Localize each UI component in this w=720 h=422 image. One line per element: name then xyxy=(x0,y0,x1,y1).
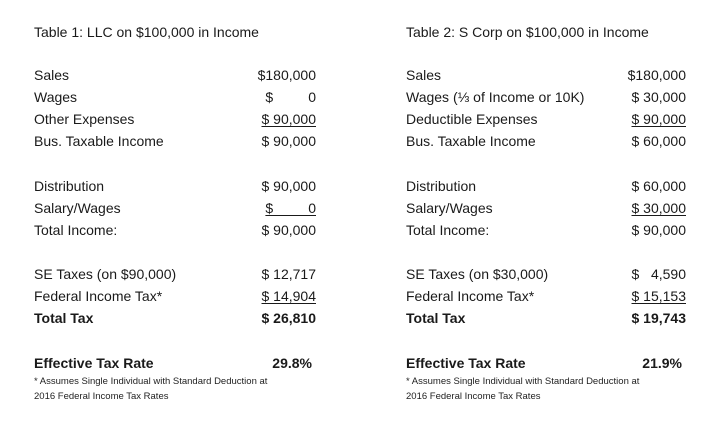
row-value: $ 15,153 xyxy=(631,288,686,304)
table-row-total-tax xyxy=(406,307,698,329)
table-row-wages xyxy=(406,86,698,108)
footnote xyxy=(34,374,267,404)
footnote-line: * Assumes Single Individual with Standard Deduction at xyxy=(34,376,268,387)
footnote-line: 2016 Federal Income Tax Rates xyxy=(34,391,169,402)
footnote-line: 2016 Federal Income Tax Rates xyxy=(406,391,541,402)
table-row-federal-income-tax xyxy=(406,285,698,307)
table-row-distribution xyxy=(34,175,324,197)
table-row-se-taxes xyxy=(34,263,324,285)
row-label: Salary/Wages xyxy=(406,200,493,216)
footnote xyxy=(406,374,639,404)
row-value: $ 12,717 xyxy=(261,266,316,282)
row-label: Bus. Taxable Income xyxy=(34,133,164,149)
row-value: $ 90,000 xyxy=(261,111,316,127)
row-label: Total Income: xyxy=(406,222,490,238)
row-label: Deductible Expenses xyxy=(406,111,538,127)
table-row-sales xyxy=(406,64,698,86)
effective-tax-rate-label: Effective Tax Rate xyxy=(34,355,154,371)
row-label: SE Taxes (on $30,000) xyxy=(406,266,549,282)
row-value: $ 4,590 xyxy=(631,266,686,282)
row-value: $ 19,743 xyxy=(631,310,686,326)
row-label: Total Tax xyxy=(406,310,466,326)
table-row-distribution xyxy=(406,175,698,197)
row-value: $ 30,000 xyxy=(631,89,686,105)
row-value: $ 90,000 xyxy=(261,178,316,194)
effective-tax-rate-value: 29.8% xyxy=(272,355,312,371)
row-value: $ 90,000 xyxy=(261,133,316,149)
table-row-total-income xyxy=(406,219,698,241)
row-value: $ 26,810 xyxy=(261,310,316,326)
row-label: Wages xyxy=(34,89,78,105)
table-row-wages xyxy=(34,86,324,108)
effective-tax-rate-label: Effective Tax Rate xyxy=(406,355,526,371)
row-label: SE Taxes (on $90,000) xyxy=(34,266,177,282)
table-title: Table 1: LLC on $100,000 in Income xyxy=(34,24,259,40)
row-label: Total Income: xyxy=(34,222,118,238)
row-label: Other Expenses xyxy=(34,111,135,127)
row-label: Distribution xyxy=(34,178,105,194)
table-title: Table 2: S Corp on $100,000 in Income xyxy=(406,24,649,40)
table-row-salary-wages xyxy=(34,197,324,219)
row-label: Sales xyxy=(406,67,442,83)
row-label: Federal Income Tax* xyxy=(406,288,535,304)
row-value: $180,000 xyxy=(627,67,686,83)
row-label: Sales xyxy=(34,67,70,83)
table-row-se-taxes xyxy=(406,263,698,285)
table-row-salary-wages xyxy=(406,197,698,219)
row-value: $ 90,000 xyxy=(631,111,686,127)
table-row-federal-income-tax xyxy=(34,285,324,307)
row-value: $ 30,000 xyxy=(631,200,686,216)
table-row-total-tax xyxy=(34,307,324,329)
effective-tax-rate xyxy=(34,352,324,374)
row-label: Total Tax xyxy=(34,310,94,326)
row-value: $ 60,000 xyxy=(631,133,686,149)
row-label: Federal Income Tax* xyxy=(34,288,163,304)
effective-tax-rate-value: 21.9% xyxy=(642,355,682,371)
row-label: Wages (⅓ of Income or 10K) xyxy=(406,89,585,105)
table-row-other-expenses xyxy=(34,108,324,130)
row-value: $ 0 xyxy=(265,200,316,216)
table-row-taxable-income xyxy=(34,130,324,152)
row-value: $ 14,904 xyxy=(261,288,316,304)
row-label: Salary/Wages xyxy=(34,200,121,216)
row-value: $ 60,000 xyxy=(631,178,686,194)
footnote-line: * Assumes Single Individual with Standard Deduction at xyxy=(406,376,640,387)
row-value: $180,000 xyxy=(257,67,316,83)
row-value: $ 0 xyxy=(265,89,316,105)
table-row-sales xyxy=(34,64,324,86)
row-value: $ 90,000 xyxy=(631,222,686,238)
table-row-deductible-expenses xyxy=(406,108,698,130)
table-row-total-income xyxy=(34,219,324,241)
row-value: $ 90,000 xyxy=(261,222,316,238)
effective-tax-rate xyxy=(406,352,698,374)
row-label: Bus. Taxable Income xyxy=(406,133,536,149)
row-label: Distribution xyxy=(406,178,477,194)
table-row-taxable-income xyxy=(406,130,698,152)
